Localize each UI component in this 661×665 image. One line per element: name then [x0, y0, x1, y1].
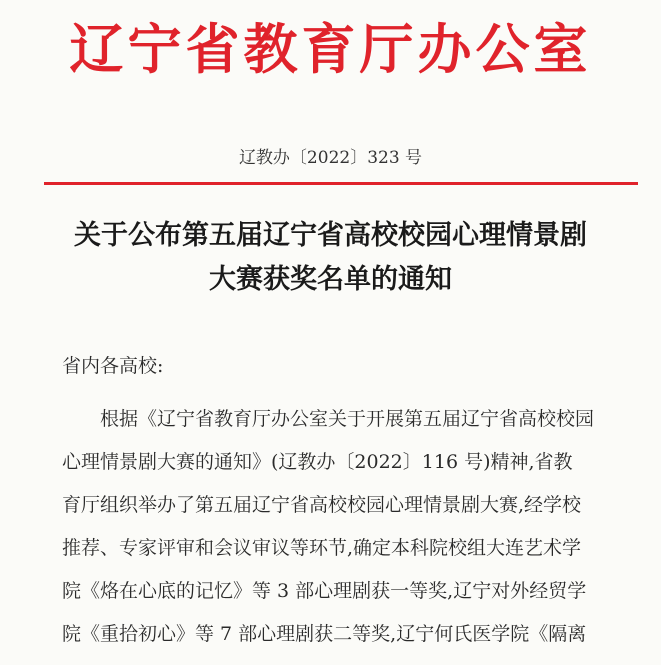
red-header-divider [44, 182, 638, 185]
notice-title [0, 214, 661, 302]
issuing-office-title: 辽宁省教育厅办公室 [69, 18, 592, 81]
body-line-6: 院《重拾初心》等 7 部心理剧获二等奖,辽宁何氏医学院《隔离 [62, 623, 587, 645]
body-line-2: 心理情景剧大赛的通知》(辽教办〔2022〕116 号)精神,省教 [62, 451, 573, 473]
document-number: 辽教办〔2022〕323 号 [238, 148, 423, 168]
salutation: 省内各高校: [62, 355, 164, 377]
body-paragraph [62, 398, 642, 656]
body-line-1: 根据《辽宁省教育厅办公室关于开展第五届辽宁省高校校园 [100, 408, 595, 430]
notice-title-line-2: 大赛获奖名单的通知 [209, 264, 452, 295]
body-line-4: 推荐、专家评审和会议审议等环节,确定本科院校组大连艺术学 [62, 537, 582, 559]
notice-title-line-1: 关于公布第五届辽宁省高校校园心理情景剧 [74, 220, 587, 251]
body-line-5: 院《烙在心底的记忆》等 3 部心理剧获一等奖,辽宁对外经贸学 [62, 580, 587, 602]
body-line-3: 育厅组织举办了第五届辽宁省高校校园心理情景剧大赛,经学校 [62, 494, 582, 516]
